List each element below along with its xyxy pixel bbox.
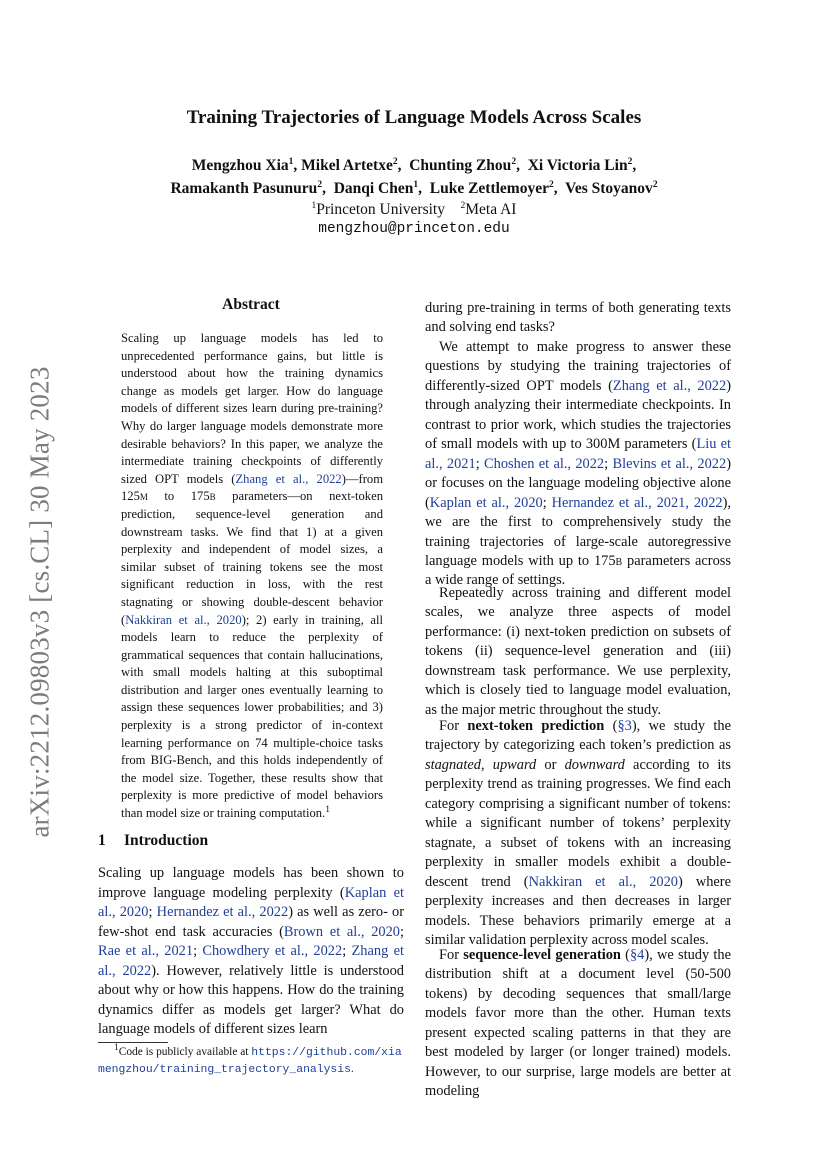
- citation-link[interactable]: Rae et al., 2021: [98, 943, 194, 959]
- text-run: ) or focuses on the language modeling objective alone (: [425, 455, 731, 511]
- author-affiliation-mark: 1: [413, 179, 419, 190]
- right-paragraph-5: [425, 946, 731, 1102]
- footnote-text: Code is publicly available at: [118, 1046, 252, 1058]
- text-run: ). However, relatively little is understood about why or how this happens. How do the training dynamics differ as models get larger? What do language models of different sizes learn: [98, 962, 404, 1037]
- text-run: Scaling up language models has led to unprecedented performance gains, but little is understood about how the training dynamics change as models get larger. How do language models of different sizes learn during pre-training? Why do larger language models demonstrate more desirable behaviors? In this paper, we analyze the intermediate training checkpoints of differently sized OPT models (: [121, 331, 383, 486]
- citation-link[interactable]: Zhang et al., 2022: [235, 471, 342, 486]
- citation-link[interactable]: Chowdhery et al., 2022: [202, 943, 343, 959]
- bold-term: sequence-level generation: [463, 947, 621, 963]
- author-affiliation-mark: 2: [548, 179, 554, 190]
- text-run: parameters—on next-token prediction, sequence-level generation and downstream tasks. We find that 1) at a given perplexity and independent of model sizes, a similar subset of training tokens see the most significant reduction in loss, with the rest stagnating or showing double-descent behavior (: [121, 489, 383, 627]
- unit-b: b: [615, 552, 623, 569]
- section-number: 1: [98, 832, 106, 849]
- text-run: to 175: [147, 489, 210, 504]
- italic-term: downward: [564, 756, 625, 773]
- text-run: ;: [193, 943, 203, 959]
- text-run: ), we study the distribution shift at a document level (50-500 tokens) by decoding sequences that small/large models favor more than the other. Human texts present expected scaling patterns in that they are best modeled by larger (or longer trained) models. However, to our surprise, large models are better at modeling: [425, 947, 732, 1100]
- right-paragraph-3: Repeatedly across training and different model scales, we analyze three aspects of model performance: (i) next-token prediction on subsets of tokens (ii) sequence-level generation and (iii) downstream task performance. We use perplexity, which is closely tied to language model evaluation, as the major metric throughout the study.: [425, 585, 731, 718]
- citation-link[interactable]: Hernandez et al., 2022: [156, 904, 289, 920]
- citation-link[interactable]: Nakkiran et al., 2020: [125, 612, 242, 627]
- unit-b: b: [209, 489, 216, 504]
- text-run: We attempt to make progress to answer these questions by studying the training trajectories of differently-sized OPT models (: [425, 339, 731, 394]
- author-name: Ramakanth Pasunuru: [170, 180, 318, 197]
- text-run: ;: [400, 923, 404, 940]
- text-run: ), we are the first to comprehensively study the training trajectories of large-scale autoregressive language models with up to 175: [425, 494, 731, 569]
- footnote-divider: [98, 1042, 168, 1043]
- text-run: according to its perplexity trend as training progresses. We find each category comprising a significant number of tokens: while a significant number of tokens’ perplexity stagnate, a subset of tokens with an increasing perplexity in smaller models exhibit a double-descent trend (: [425, 756, 731, 890]
- citation-link[interactable]: Liu et al., 2021: [425, 436, 731, 472]
- text-run: )—from 125: [121, 471, 383, 504]
- paper-title: Training Trajectories of Language Models Across Scales: [186, 107, 642, 128]
- author-line-2: Ramakanth Pasunuru$^2$, Danqi Chen$^1$, Luke Zettlemoyer$^2$, Ves Stoyanov$^2$: [170, 179, 658, 197]
- author-name: Ves Stoyanov: [565, 180, 653, 197]
- footnote: [98, 1045, 408, 1078]
- text-run: or: [536, 756, 565, 773]
- citation-link[interactable]: Kaplan et al., 2020: [98, 884, 404, 920]
- right-paragraph-2: [425, 338, 731, 591]
- citation-link[interactable]: Kaplan et al., 2020: [429, 494, 543, 511]
- author-name: Danqi Chen: [333, 180, 414, 197]
- author-affiliation-mark: 2: [317, 179, 323, 190]
- text-run: ,: [480, 756, 493, 773]
- author-email: mengzhou@princeton.edu: [318, 221, 510, 237]
- text-run: ) through analyzing their intermediate checkpoints. In contrast to prior work, which studies the trajectories of small models with up to 300M parameters (: [425, 377, 731, 453]
- text-run: For: [439, 718, 468, 734]
- text-run: ;: [148, 904, 157, 920]
- text-run: ;: [604, 455, 613, 472]
- affiliation-mark: 1: [311, 200, 317, 211]
- citation-link[interactable]: Nakkiran et al., 2020: [528, 873, 678, 890]
- affiliation-mark: 2: [460, 200, 466, 211]
- text-run: ) where perplexity increases and then decreases in larger models. These behaviors primarily emerge at a similar validation perplexity across model scales.: [425, 873, 731, 948]
- text-run: parameters across a wide range of settings.: [425, 552, 731, 589]
- abstract-heading: Abstract: [222, 296, 280, 313]
- author-affiliation-mark: 1: [288, 156, 294, 167]
- footnote-mark[interactable]: 1: [325, 804, 330, 815]
- section-title: Introduction: [124, 832, 209, 849]
- affiliations: [0, 201, 828, 219]
- section-ref-link[interactable]: §3: [617, 718, 632, 734]
- author-line-1: Mengzhou Xia$^1$, Mikel Artetxe$^2$, Chunting Zhou$^2$, Xi Victoria Lin$^2$,: [191, 156, 637, 174]
- citation-link[interactable]: Choshen et al., 2022: [484, 455, 605, 472]
- text-run: ), we study the trajectory by categorizing each token’s prediction as: [425, 718, 732, 754]
- author-name: Mengzhou Xia: [191, 157, 289, 174]
- text-run: ;: [475, 455, 485, 472]
- citation-link[interactable]: Hernandez et al., 2021, 2022: [551, 494, 723, 511]
- text-run: ;: [542, 494, 552, 511]
- affiliation-name: Princeton University: [316, 201, 445, 218]
- citation-link[interactable]: Zhang et al., 2022: [98, 943, 404, 979]
- abstract-text: [121, 330, 383, 823]
- author-affiliation-mark: 2: [652, 179, 658, 190]
- author-name: Chunting Zhou: [409, 157, 512, 174]
- author-affiliation-mark: 2: [511, 156, 517, 167]
- bold-term: next-token prediction: [467, 718, 605, 734]
- text-run: Scaling up language models has been shown to improve language modeling perplexity (: [98, 865, 404, 901]
- arxiv-stamp: [20, 352, 60, 852]
- author-name: Xi Victoria Lin: [527, 157, 628, 174]
- text-run: For: [439, 947, 464, 963]
- arxiv-stamp-text: arXiv:2212.09803v3 [cs.CL] 30 May 2023: [24, 366, 55, 838]
- affiliation-name: Meta AI: [465, 201, 517, 218]
- text-run: .: [350, 1062, 354, 1075]
- citation-link[interactable]: Zhang et al., 2022: [612, 377, 727, 394]
- text-run: (: [604, 718, 618, 734]
- footnote-number: 1: [114, 1043, 119, 1054]
- section-heading-introduction: [98, 832, 208, 850]
- text-run: ); 2) early in training, all models learn to reduce the perplexity of grammatical sequences that contain hallucinations, with small models halting at this suboptimal distribution and larger ones eventually learning to assign these sequences lower probabilities; and 3) perplexity is a strong predictor of in-context learning performance on 74 multiple-choice tasks from BIG-Bench, and this holds independently of the model size. Together, these results show that perplexity is more predictive of model behaviors than model size or training computation.: [121, 612, 383, 821]
- right-paragraph-4: [425, 717, 731, 950]
- right-paragraph-1: during pre-training in terms of both generating texts and solving end tasks?: [425, 300, 731, 336]
- author-name: Luke Zettlemoyer: [429, 180, 549, 197]
- citation-link[interactable]: Blevins et al., 2022: [612, 455, 727, 472]
- code-url-link[interactable]: https://github.com/xiamengzhou/training_trajectory_analysis: [98, 1047, 402, 1076]
- author-affiliation-mark: 2: [392, 156, 398, 167]
- intro-paragraph: [98, 864, 404, 1040]
- text-run: (: [620, 947, 630, 963]
- text-run: ) as well as zero- or few-shot end task accuracies (: [98, 904, 404, 940]
- italic-term: upward: [492, 756, 537, 773]
- italic-term: stagnated: [425, 756, 481, 773]
- citation-link[interactable]: Brown et al., 2020: [283, 923, 400, 940]
- author-name: Mikel Artetxe: [301, 157, 393, 174]
- section-ref-link[interactable]: §4: [629, 947, 645, 963]
- unit-m: m: [139, 489, 148, 504]
- author-affiliation-mark: 2: [627, 156, 633, 167]
- text-run: ;: [342, 943, 352, 959]
